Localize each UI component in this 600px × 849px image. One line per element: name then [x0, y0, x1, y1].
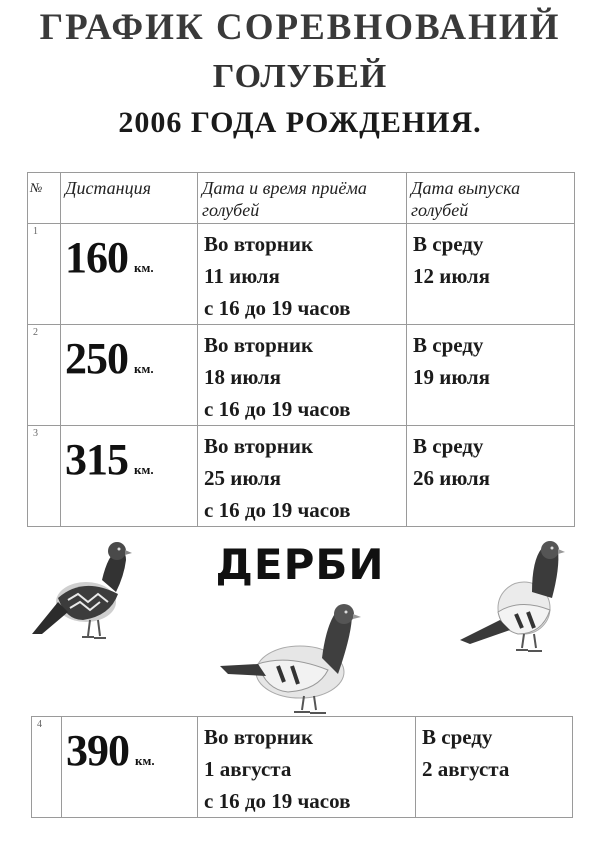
row-number: 4 [32, 717, 62, 818]
receive-day: Во вторник [204, 333, 314, 357]
receive-date: 18 июля [204, 365, 282, 389]
distance-value: 250 [65, 334, 128, 383]
release-day: В среду [422, 725, 493, 749]
release-day: В среду [413, 434, 484, 458]
receive-cell [198, 426, 407, 527]
receive-date: 1 августа [204, 757, 292, 781]
distance-unit: км. [134, 260, 154, 275]
title-line-1: ГРАФИК СОРЕВНОВАНИЙ [39, 7, 561, 48]
distance-value: 390 [66, 726, 129, 775]
distance-value: 160 [65, 233, 128, 282]
release-cell [407, 426, 575, 527]
receive-day: Во вторник [204, 725, 314, 749]
header-receive: Дата и время приёма голубей [198, 173, 407, 224]
release-date: 26 июля [413, 466, 491, 490]
row-number: 1 [28, 224, 61, 325]
receive-time: с 16 до 19 часов [204, 498, 351, 522]
distance-cell [62, 717, 198, 818]
release-date: 19 июля [413, 365, 491, 389]
release-day: В среду [413, 232, 484, 256]
receive-cell [198, 717, 416, 818]
distance-value: 315 [65, 435, 128, 484]
release-cell [407, 224, 575, 325]
derby-title: ДЕРБИ [215, 540, 385, 589]
distance-unit: км. [134, 361, 154, 376]
derby-table [31, 716, 573, 818]
release-cell [407, 325, 575, 426]
distance-cell [61, 224, 198, 325]
table-row [28, 325, 575, 426]
receive-cell [198, 325, 407, 426]
receive-time: с 16 до 19 часов [204, 397, 351, 421]
release-cell [416, 717, 573, 818]
receive-cell [198, 224, 407, 325]
row-number: 2 [28, 325, 61, 426]
receive-time: с 16 до 19 часов [204, 296, 351, 320]
release-date: 2 августа [422, 757, 510, 781]
release-date: 12 июля [413, 264, 491, 288]
title-line-3: 2006 ГОДА РОЖДЕНИЯ. [118, 106, 482, 139]
distance-unit: км. [134, 462, 154, 477]
header-release: Дата выпуска голубей [407, 173, 575, 224]
receive-day: Во вторник [204, 232, 314, 256]
table-header-row [28, 173, 575, 224]
receive-date: 11 июля [204, 264, 280, 288]
header-num: № [28, 173, 61, 224]
distance-cell [61, 325, 198, 426]
table-row [28, 224, 575, 325]
receive-day: Во вторник [204, 434, 314, 458]
distance-cell [61, 426, 198, 527]
pigeon-icon [458, 538, 566, 660]
receive-time: с 16 до 19 часов [204, 789, 351, 813]
schedule-table [27, 172, 575, 527]
table-row [32, 717, 573, 818]
receive-date: 25 июля [204, 466, 282, 490]
header-distance: Дистанция [61, 173, 198, 224]
row-number: 3 [28, 426, 61, 527]
title-line-2: ГОЛУБЕЙ [212, 58, 388, 95]
release-day: В среду [413, 333, 484, 357]
pigeon-icon [218, 600, 363, 718]
distance-unit: км. [135, 753, 155, 768]
table-row [28, 426, 575, 527]
